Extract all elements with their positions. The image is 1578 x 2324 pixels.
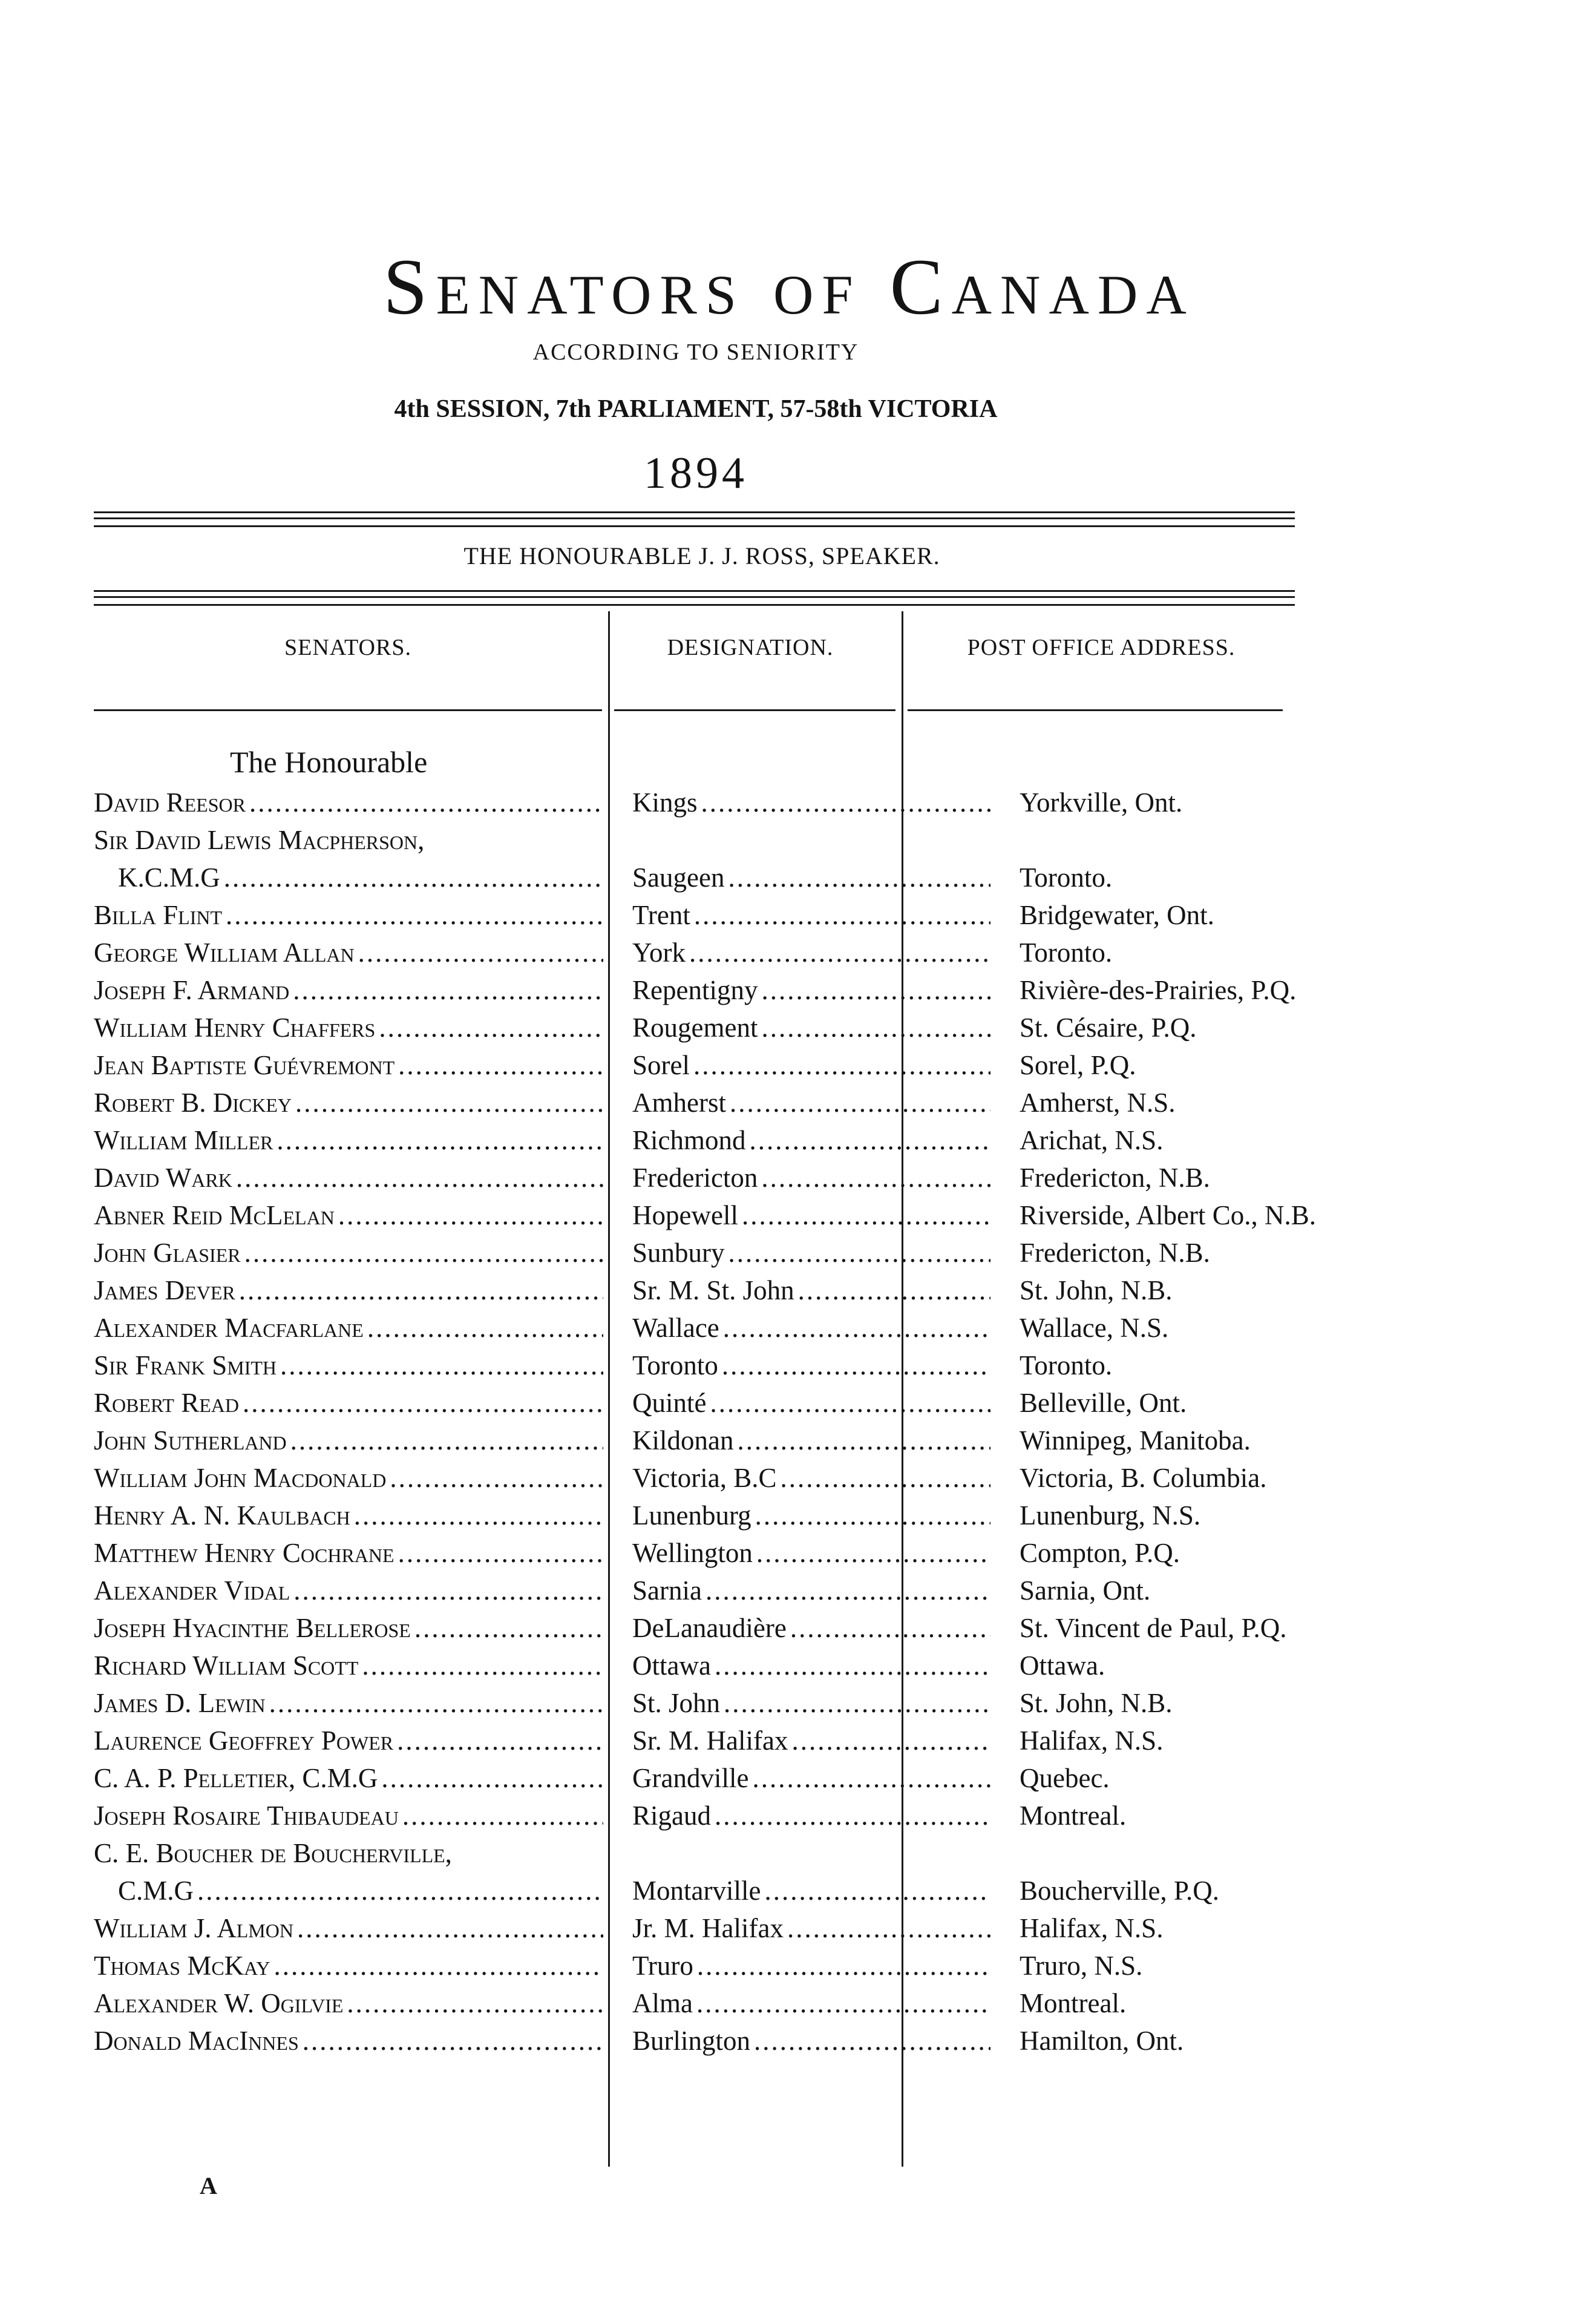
leader-dots xyxy=(397,1722,603,1759)
designation: Kings xyxy=(632,787,698,818)
designation: Sarnia xyxy=(632,1575,702,1606)
senator-name-cell xyxy=(94,1497,608,1534)
post-office-address: Sorel, P.Q. xyxy=(1020,1050,1136,1080)
leader-dots xyxy=(224,859,603,896)
senator-name: Sir Frank Smith xyxy=(94,1350,277,1380)
senator-name: Richard William Scott xyxy=(94,1650,359,1681)
senator-name-cell xyxy=(94,1234,608,1272)
leader-dots xyxy=(293,1572,603,1609)
table-row xyxy=(94,1234,1304,1272)
leader-dots xyxy=(354,1497,603,1534)
senator-name-cell xyxy=(94,1797,608,1834)
senator-name: Joseph Hyacinthe Bellerose xyxy=(94,1613,411,1643)
post-office-address: St. John, N.B. xyxy=(1020,1688,1173,1718)
post-office-address: Lunenburg, N.S. xyxy=(1020,1500,1201,1531)
leader-dots xyxy=(273,1947,603,1984)
senator-name: Laurence Geoffrey Power xyxy=(94,1725,394,1756)
table-row xyxy=(94,1984,1304,2022)
post-office-address: Winnipeg, Manitoba. xyxy=(1020,1425,1251,1456)
table-row xyxy=(94,896,1304,934)
table-row xyxy=(94,1159,1304,1196)
table-row xyxy=(94,934,1304,971)
designation: Sunbury xyxy=(632,1238,725,1268)
senator-name: William J. Almon xyxy=(94,1913,293,1943)
post-office-address: Montreal. xyxy=(1020,1800,1127,1831)
table-row xyxy=(94,1609,1304,1647)
designation: Rougement xyxy=(632,1013,758,1043)
senator-name-cell xyxy=(94,1046,608,1084)
table-row xyxy=(94,1834,1304,1909)
senator-name: George William Allan xyxy=(94,937,355,968)
leader-dots xyxy=(398,1534,603,1572)
divider xyxy=(94,596,1295,598)
designation: Sorel xyxy=(632,1050,690,1080)
senator-name: Joseph F. Armand xyxy=(94,975,290,1005)
leader-dots xyxy=(249,784,603,821)
speaker-line: THE HONOURABLE J. J. ROSS, SPEAKER. xyxy=(463,542,940,570)
senator-name-cell xyxy=(94,1572,608,1609)
senator-name-cell xyxy=(94,1009,608,1046)
designation: Sr. M. Halifax xyxy=(632,1725,788,1756)
designation: Lunenburg xyxy=(632,1500,751,1531)
designation: Wellington xyxy=(632,1538,753,1568)
post-office-address: Fredericton, N.B. xyxy=(1020,1238,1210,1268)
post-office-address: Wallace, N.S. xyxy=(1020,1313,1169,1343)
senator-name: Matthew Henry Cochrane xyxy=(94,1538,394,1568)
senator-name-cell xyxy=(94,1947,608,1984)
leader-dots xyxy=(347,1984,603,2022)
senator-name-cell xyxy=(94,1647,608,1684)
designation: Quinté xyxy=(632,1388,707,1418)
honourable-prefix: The Honourable xyxy=(230,745,428,779)
senator-name: Sir David Lewis Macpherson, xyxy=(94,825,425,855)
leader-dots xyxy=(243,1384,603,1422)
designation: Saugeen xyxy=(632,862,725,893)
table-row xyxy=(94,784,1304,821)
senator-name-cell xyxy=(94,1196,608,1234)
leader-dots xyxy=(244,1234,603,1272)
senator-name-cell xyxy=(94,1459,608,1497)
designation: Rigaud xyxy=(632,1800,711,1831)
senator-name: Thomas McKay xyxy=(94,1951,270,1981)
designation: Fredericton xyxy=(632,1163,758,1193)
leader-dots xyxy=(295,1084,603,1121)
leader-dots xyxy=(390,1459,603,1497)
table-row xyxy=(94,1534,1304,1572)
leader-dots xyxy=(398,1046,603,1084)
designation: Victoria, B.C xyxy=(632,1463,777,1493)
designation: Ottawa xyxy=(632,1650,711,1681)
designation: Grandville xyxy=(632,1763,749,1793)
column-header-senators: SENATORS. xyxy=(284,635,411,660)
post-office-address: Amherst, N.S. xyxy=(1020,1088,1176,1118)
senator-name: Alexander W. Ogilvie xyxy=(94,1988,344,2018)
post-office-address: Quebec. xyxy=(1020,1763,1110,1793)
senator-name: Joseph Rosaire Thibaudeau xyxy=(94,1800,399,1831)
table-row xyxy=(94,1759,1304,1797)
divider xyxy=(94,511,1295,513)
senator-name-cell xyxy=(94,1759,608,1797)
leader-dots xyxy=(280,1347,603,1384)
senator-name-cell xyxy=(94,1084,608,1121)
post-office-address: Rivière-des-Prairies, P.Q. xyxy=(1020,975,1297,1005)
senator-name: James D. Lewin xyxy=(94,1688,266,1718)
post-office-address: Riverside, Albert Co., N.B. xyxy=(1020,1200,1316,1230)
session-line: 4th SESSION, 7th PARLIAMENT, 57-58th VICTORIA xyxy=(394,395,998,423)
senator-name: Robert B. Dickey xyxy=(94,1088,292,1118)
post-office-address: Sarnia, Ont. xyxy=(1020,1575,1151,1606)
senator-name: James Dever xyxy=(94,1275,235,1305)
senator-name-cell xyxy=(94,1834,608,1909)
senator-name: Henry A. N. Kaulbach xyxy=(94,1500,350,1531)
table-row xyxy=(94,1497,1304,1534)
leader-dots xyxy=(269,1684,603,1722)
post-office-address: St. John, N.B. xyxy=(1020,1275,1173,1305)
senator-name-cell xyxy=(94,1534,608,1572)
divider xyxy=(94,517,1295,519)
signature-mark: A xyxy=(200,2172,217,2199)
senator-name-cell xyxy=(94,1309,608,1347)
leader-dots xyxy=(414,1609,603,1647)
table-row xyxy=(94,1684,1304,1722)
leader-dots xyxy=(277,1121,603,1159)
senator-name-cell xyxy=(94,1684,608,1722)
post-office-address: Bridgewater, Ont. xyxy=(1020,900,1214,930)
table-row xyxy=(94,1046,1304,1084)
post-office-address: Toronto. xyxy=(1020,1350,1113,1380)
leader-dots xyxy=(358,934,603,971)
senator-name: Alexander Macfarlane xyxy=(94,1313,364,1343)
divider xyxy=(94,604,1295,606)
column-header-address: POST OFFICE ADDRESS. xyxy=(967,635,1236,660)
senator-name-cell xyxy=(94,1609,608,1647)
post-office-address: Toronto. xyxy=(1020,862,1113,893)
senator-name-cell xyxy=(94,896,608,934)
post-office-address: Montreal. xyxy=(1020,1988,1127,2018)
leader-dots xyxy=(226,896,603,934)
senator-name-cell xyxy=(94,1722,608,1759)
post-office-address: Toronto. xyxy=(1020,937,1113,968)
table-row xyxy=(94,1722,1304,1759)
post-office-address: Ottawa. xyxy=(1020,1650,1105,1681)
senator-name-cell xyxy=(94,971,608,1009)
leader-dots xyxy=(297,1909,603,1947)
leader-dots xyxy=(197,1872,603,1909)
senator-name: William Henry Chaffers xyxy=(94,1013,376,1043)
senator-name-cell xyxy=(94,1384,608,1422)
leader-dots xyxy=(290,1422,603,1459)
senator-name-cell xyxy=(94,1159,608,1196)
table-row xyxy=(94,1309,1304,1347)
designation: Hopewell xyxy=(632,1200,738,1230)
table-row xyxy=(94,1084,1304,1121)
post-office-address: St. Césaire, P.Q. xyxy=(1020,1013,1197,1043)
senator-name: David Wark xyxy=(94,1163,232,1193)
post-office-address: Truro, N.S. xyxy=(1020,1951,1143,1981)
designation: Amherst xyxy=(632,1088,726,1118)
leader-dots xyxy=(239,1272,603,1309)
designation: Alma xyxy=(632,1988,693,2018)
senator-name-cell xyxy=(94,821,608,896)
leader-dots xyxy=(379,1009,603,1046)
senator-name-cell xyxy=(94,934,608,971)
senator-name: Robert Read xyxy=(94,1388,240,1418)
post-office-address: Boucherville, P.Q. xyxy=(1020,1876,1219,1906)
senator-name-cell xyxy=(94,1909,608,1947)
header-rule xyxy=(94,709,602,711)
senator-name-cell xyxy=(94,1422,608,1459)
designation: Repentigny xyxy=(632,975,758,1005)
designation: Jr. M. Halifax xyxy=(632,1913,784,1943)
subtitle: ACCORDING TO SENIORITY xyxy=(532,340,859,365)
senator-name: John Glasier xyxy=(94,1238,241,1268)
designation: Toronto xyxy=(632,1350,718,1380)
table-row xyxy=(94,1009,1304,1046)
senator-name-cell xyxy=(94,2022,608,2060)
designation: Sr. M. St. John xyxy=(632,1275,794,1305)
table-row xyxy=(94,821,1304,896)
senator-name-cell xyxy=(94,1984,608,2022)
post-office-address: Halifax, N.S. xyxy=(1020,1913,1164,1943)
table-row xyxy=(94,1384,1304,1422)
designation: York xyxy=(632,937,686,968)
leader-dots xyxy=(236,1159,603,1196)
table-row xyxy=(94,1196,1316,1234)
post-office-address: Hamilton, Ont. xyxy=(1020,2026,1184,2056)
leader-dots xyxy=(367,1309,603,1347)
leader-dots xyxy=(293,971,603,1009)
divider xyxy=(94,590,1295,592)
senator-name: C. A. P. Pelletier, C.M.G xyxy=(94,1763,378,1793)
senator-name: Abner Reid McLelan xyxy=(94,1200,335,1230)
senator-name-continued: K.C.M.G xyxy=(118,862,220,893)
table-row xyxy=(94,1347,1304,1384)
senator-name: William John Macdonald xyxy=(94,1463,387,1493)
table-row xyxy=(94,1572,1304,1609)
senator-name: John Sutherland xyxy=(94,1425,287,1456)
page-title: Senators of Canada xyxy=(383,242,1195,331)
table-row xyxy=(94,1459,1304,1497)
table-row xyxy=(94,1272,1304,1309)
designation: Kildonan xyxy=(632,1425,734,1456)
post-office-address: Victoria, B. Columbia. xyxy=(1020,1463,1267,1493)
leader-dots xyxy=(402,1797,603,1834)
designation: Trent xyxy=(632,900,690,930)
table-row xyxy=(94,1797,1304,1834)
post-office-address: Belleville, Ont. xyxy=(1020,1388,1187,1418)
designation: Burlington xyxy=(632,2026,751,2056)
post-office-address: Fredericton, N.B. xyxy=(1020,1163,1210,1193)
senator-name: Billa Flint xyxy=(94,900,223,930)
designation: Truro xyxy=(632,1951,693,1981)
designation: Montarville xyxy=(632,1876,761,1906)
post-office-address: Compton, P.Q. xyxy=(1020,1538,1180,1568)
table-row xyxy=(94,1909,1304,1947)
senator-name: William Miller xyxy=(94,1125,273,1155)
table-row xyxy=(94,1422,1304,1459)
header-rule xyxy=(908,709,1283,711)
senator-name: Jean Baptiste Guévremont xyxy=(94,1050,395,1080)
designation: Wallace xyxy=(632,1313,719,1343)
senator-name: Alexander Vidal xyxy=(94,1575,290,1606)
senator-name-cell xyxy=(94,784,608,821)
post-office-address: Halifax, N.S. xyxy=(1020,1725,1164,1756)
column-header-designation: DESIGNATION. xyxy=(667,635,834,660)
divider xyxy=(94,525,1295,527)
post-office-address: Arichat, N.S. xyxy=(1020,1125,1164,1155)
leader-dots xyxy=(303,2022,603,2060)
senator-name: Donald MacInnes xyxy=(94,2026,299,2056)
header-rule xyxy=(614,709,895,711)
senator-name-cell xyxy=(94,1347,608,1384)
designation: DeLanaudière xyxy=(632,1613,787,1643)
senator-name: David Reesor xyxy=(94,787,246,818)
designation: St. John xyxy=(632,1688,721,1718)
senator-name: C. E. Boucher de Boucherville, xyxy=(94,1838,452,1868)
senator-name-cell xyxy=(94,1272,608,1309)
year: 1894 xyxy=(644,448,748,498)
leader-dots xyxy=(381,1759,603,1797)
table-row xyxy=(94,1647,1304,1684)
post-office-address: St. Vincent de Paul, P.Q. xyxy=(1020,1613,1287,1643)
senator-name-continued: C.M.G xyxy=(118,1876,194,1906)
table-row xyxy=(94,2022,1304,2060)
designation: Richmond xyxy=(632,1125,746,1155)
senator-name-cell xyxy=(94,1121,608,1159)
table-row xyxy=(94,971,1304,1009)
leader-dots xyxy=(338,1196,603,1234)
leader-dots xyxy=(362,1647,603,1684)
table-row xyxy=(94,1121,1304,1159)
table-row xyxy=(94,1947,1304,1984)
post-office-address: Yorkville, Ont. xyxy=(1020,787,1183,818)
